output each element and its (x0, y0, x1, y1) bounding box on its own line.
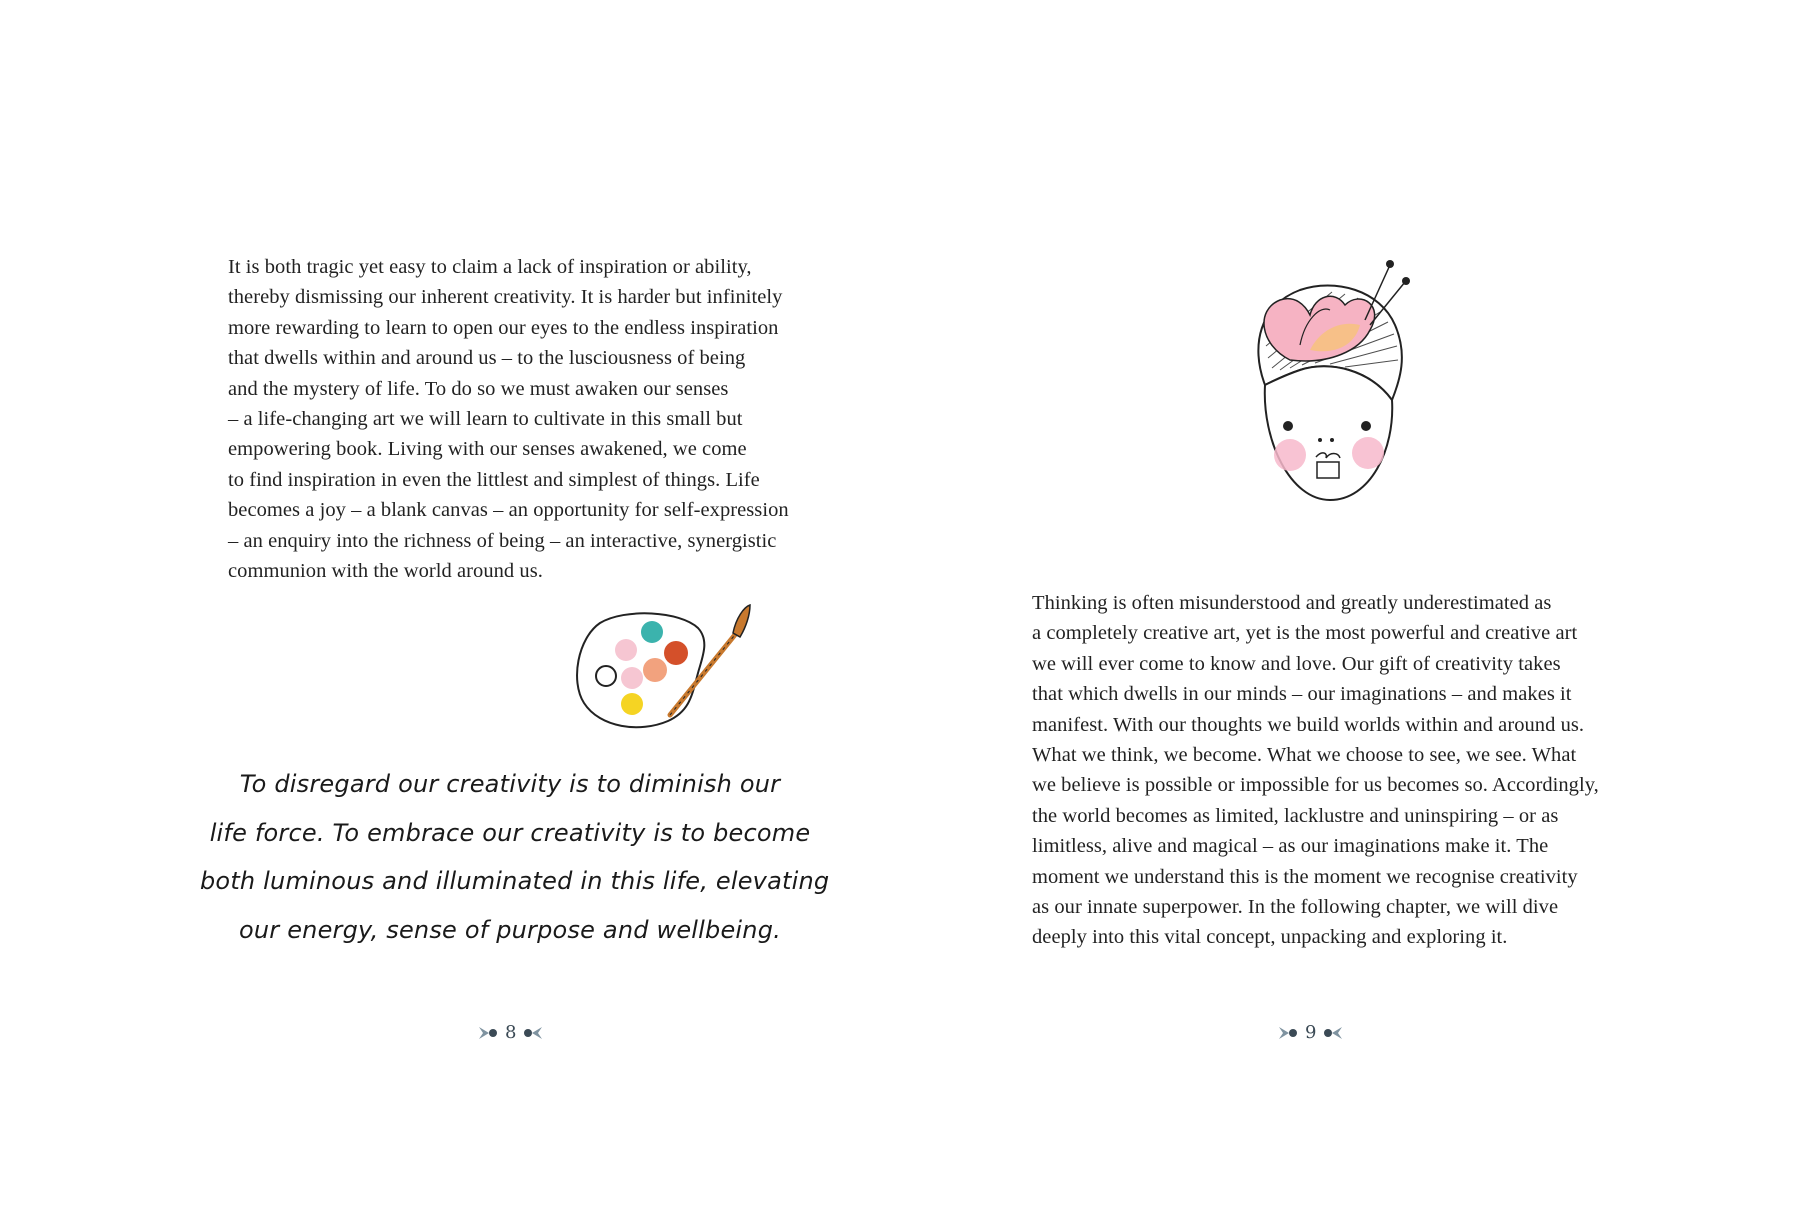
right-body-paragraph (1032, 588, 1599, 953)
left-body-paragraph (228, 252, 789, 586)
text-line: a completely creative art, yet is the most powerful and creative art (1032, 622, 1578, 645)
handwritten-quote (200, 760, 830, 954)
text-line: becomes a joy – a blank canvas – an opportunity for self-expression (228, 499, 789, 522)
text-line: manifest. With our thoughts we build worlds within and around us. (1032, 713, 1585, 736)
text-line: thereby dismissing our inherent creativity. It is harder but infinitely (228, 286, 783, 309)
bird-ornament-icon (522, 1024, 544, 1042)
paint-palette-illustration (570, 603, 754, 733)
text-line: the world becomes as limited, lacklustre and uninspiring – or as (1032, 804, 1559, 827)
page-number-folio (1277, 1022, 1344, 1043)
text-line: that which dwells in our minds – our imaginations – and makes it (1032, 683, 1572, 706)
quote-line: our energy, sense of purpose and wellbeing. (239, 915, 781, 944)
text-line: and the mystery of life. To do so we must awaken our senses (228, 377, 729, 400)
quote-line: life force. To embrace our creativity is to become (209, 818, 811, 847)
page-number: 9 (1305, 1022, 1317, 1043)
bird-ornament-icon (1322, 1024, 1344, 1042)
text-line: empowering book. Living with our senses awakened, we come (228, 438, 747, 461)
text-line: limitless, alive and magical – as our imaginations make it. The (1032, 835, 1549, 858)
text-line: as our innate superpower. In the following chapter, we will dive (1032, 896, 1559, 919)
text-line: more rewarding to learn to open our eyes to the endless inspiration (228, 316, 779, 339)
right-page (907, 0, 1814, 1230)
text-line: communion with the world around us. (228, 560, 543, 583)
bird-ornament-icon (477, 1024, 499, 1042)
bird-ornament-icon (1277, 1024, 1299, 1042)
girl-with-flower-illustration (1220, 250, 1420, 540)
text-line: to find inspiration in even the littlest and simplest of things. Life (228, 468, 760, 491)
text-line: we will ever come to know and love. Our gift of creativity takes (1032, 652, 1561, 675)
page-number: 8 (505, 1022, 517, 1043)
text-line: Thinking is often misunderstood and greatly underestimated as (1032, 592, 1552, 614)
text-line: – an enquiry into the richness of being – an interactive, synergistic (228, 529, 777, 552)
text-line: that dwells within and around us – to the lusciousness of being (228, 347, 746, 370)
text-line: deeply into this vital concept, unpacking and exploring it. (1032, 926, 1508, 949)
text-line: – a life-changing art we will learn to cultivate in this small but (228, 408, 743, 431)
page-number-folio (477, 1022, 544, 1043)
text-line: What we think, we become. What we choose to see, we see. What (1032, 744, 1577, 767)
text-line: we believe is possible or impossible for us becomes so. Accordingly, (1032, 774, 1599, 797)
quote-line: To disregard our creativity is to diminish our (239, 770, 781, 798)
text-line: It is both tragic yet easy to claim a lack of inspiration or ability, (228, 256, 752, 278)
text-line: moment we understand this is the moment we recognise creativity (1032, 865, 1578, 888)
quote-line: both luminous and illuminated in this life, elevating (200, 867, 830, 895)
